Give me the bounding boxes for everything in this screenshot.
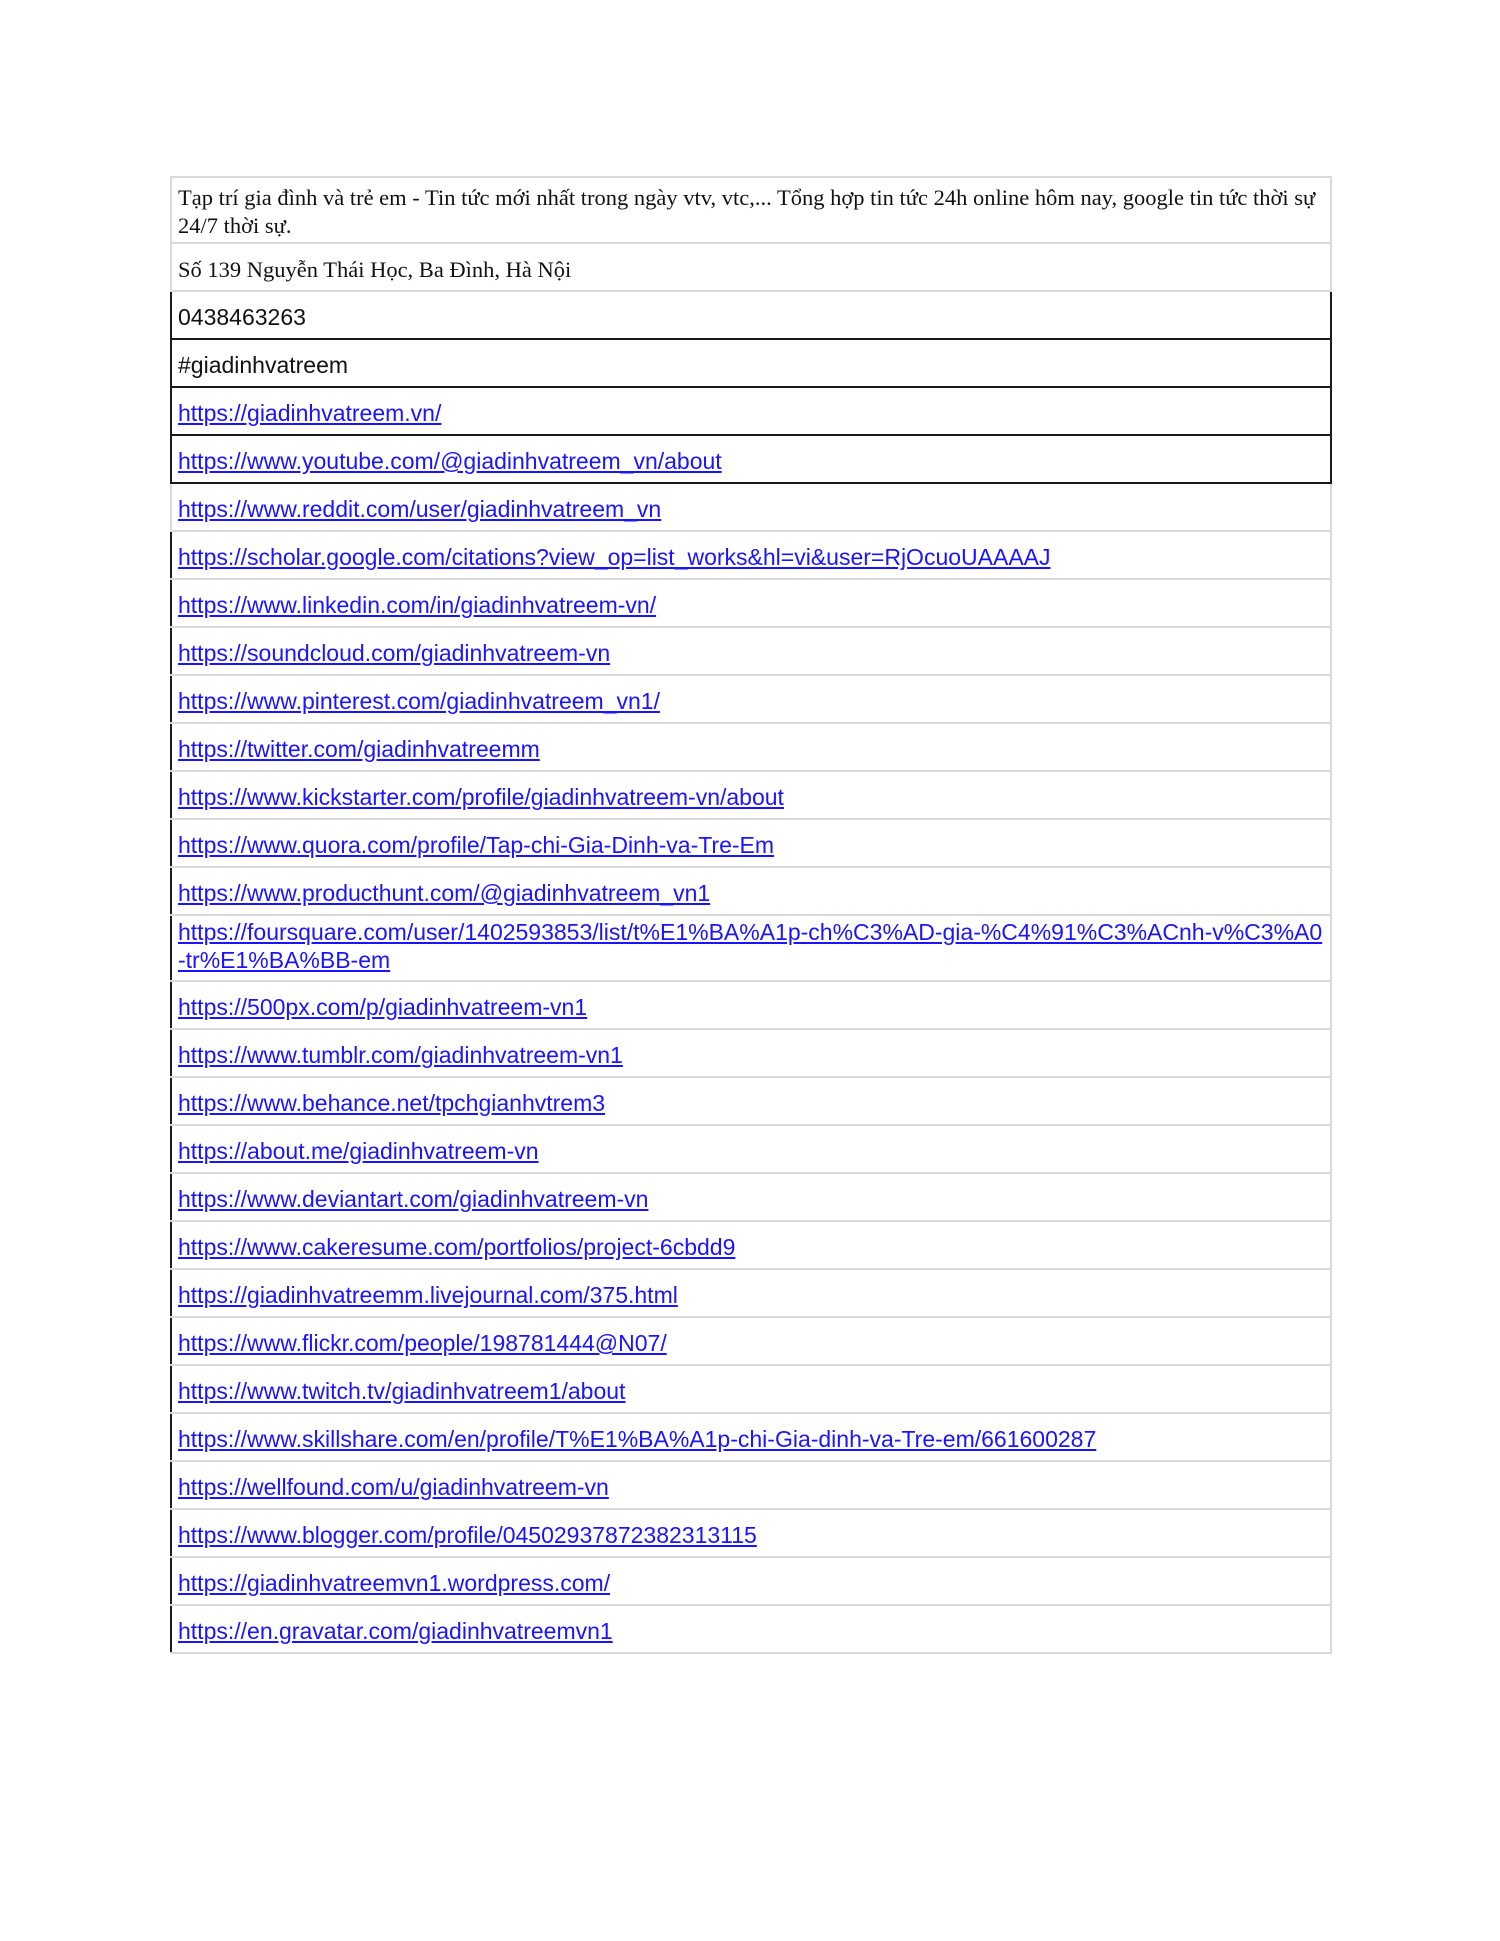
link-livejournal[interactable]: https://giadinhvatreemm.livejournal.com/375.html [178, 1282, 678, 1308]
table-row-phone [171, 291, 1331, 339]
link-cakeresume[interactable]: https://www.cakeresume.com/portfolios/project-6cbdd9 [178, 1234, 736, 1260]
hashtag-text: #giadinhvatreem [171, 339, 1331, 387]
address-text: Số 139 Nguyễn Thái Học, Ba Đình, Hà Nội [171, 243, 1331, 291]
table-row-link [171, 1269, 1331, 1317]
link-500px[interactable]: https://500px.com/p/giadinhvatreem-vn1 [178, 994, 588, 1020]
link-gravatar[interactable]: https://en.gravatar.com/giadinhvatreemvn1 [178, 1618, 613, 1644]
table-row-link [171, 531, 1331, 579]
table-row-description [171, 177, 1331, 243]
table-row-link [171, 1125, 1331, 1173]
table-row-link [171, 1029, 1331, 1077]
link-twitter[interactable]: https://twitter.com/giadinhvatreemm [178, 736, 540, 762]
table-row-link [171, 1317, 1331, 1365]
link-aboutme[interactable]: https://about.me/giadinhvatreem-vn [178, 1138, 539, 1164]
table-row-link [171, 387, 1331, 435]
info-table [170, 176, 1332, 1654]
table-row-link [171, 1413, 1331, 1461]
table-row-link [171, 1221, 1331, 1269]
link-wordpress[interactable]: https://giadinhvatreemvn1.wordpress.com/ [178, 1570, 611, 1596]
link-flickr[interactable]: https://www.flickr.com/people/198781444@N07/ [178, 1330, 667, 1356]
table-row-link [171, 435, 1331, 483]
link-youtube[interactable]: https://www.youtube.com/@giadinhvatreem_vn/about [178, 448, 722, 474]
link-kickstarter[interactable]: https://www.kickstarter.com/profile/giadinhvatreem-vn/about [178, 784, 784, 810]
table-row-link [171, 1173, 1331, 1221]
link-producthunt[interactable]: https://www.producthunt.com/@giadinhvatreem_vn1 [178, 880, 711, 906]
phone-text: 0438463263 [171, 291, 1331, 339]
link-foursquare[interactable]: https://foursquare.com/user/1402593853/list/t%E1%BA%A1p-ch%C3%AD-gia-%C4%91%C3%ACnh-v%C3%A0-tr%E1%BA%BB-em [178, 919, 1323, 973]
link-quora[interactable]: https://www.quora.com/profile/Tap-chi-Gia-Dinh-va-Tre-Em [178, 832, 775, 858]
table-row-link [171, 771, 1331, 819]
link-twitch[interactable]: https://www.twitch.tv/giadinhvatreem1/about [178, 1378, 626, 1404]
link-wellfound[interactable]: https://wellfound.com/u/giadinhvatreem-vn [178, 1474, 609, 1500]
link-skillshare[interactable]: https://www.skillshare.com/en/profile/T%E1%BA%A1p-chi-Gia-dinh-va-Tre-em/661600287 [178, 1426, 1097, 1452]
table-row-link [171, 627, 1331, 675]
table-row-address [171, 243, 1331, 291]
table-row-link [171, 723, 1331, 771]
link-blogger[interactable]: https://www.blogger.com/profile/04502937872382313115 [178, 1522, 757, 1548]
link-deviantart[interactable]: https://www.deviantart.com/giadinhvatreem-vn [178, 1186, 649, 1212]
table-row-link [171, 1509, 1331, 1557]
description-text: Tạp trí gia đình và trẻ em - Tin tức mới nhất trong ngày vtv, vtc,... Tổng hợp tin tức 24h online hôm nay, google tin tức thời sự 24/7 thời sự. [171, 177, 1331, 243]
table-row-link [171, 579, 1331, 627]
link-google-scholar[interactable]: https://scholar.google.com/citations?view_op=list_works&hl=vi&user=RjOcuoUAAAAJ [178, 544, 1051, 570]
link-pinterest[interactable]: https://www.pinterest.com/giadinhvatreem_vn1/ [178, 688, 660, 714]
link-reddit[interactable]: https://www.reddit.com/user/giadinhvatreem_vn [178, 496, 662, 522]
link-linkedin[interactable]: https://www.linkedin.com/in/giadinhvatreem-vn/ [178, 592, 657, 618]
table-row-link [171, 675, 1331, 723]
table-row-link [171, 981, 1331, 1029]
table-row-link [171, 1557, 1331, 1605]
link-website[interactable]: https://giadinhvatreem.vn/ [178, 400, 442, 426]
table-row-link [171, 915, 1331, 981]
table-row-link [171, 1365, 1331, 1413]
link-tumblr[interactable]: https://www.tumblr.com/giadinhvatreem-vn1 [178, 1042, 623, 1068]
link-behance[interactable]: https://www.behance.net/tpchgianhvtrem3 [178, 1090, 606, 1116]
table-row-link [171, 1605, 1331, 1653]
table-row-link [171, 1461, 1331, 1509]
link-soundcloud[interactable]: https://soundcloud.com/giadinhvatreem-vn [178, 640, 611, 666]
table-row-link [171, 867, 1331, 915]
table-row-link [171, 483, 1331, 531]
table-row-link [171, 1077, 1331, 1125]
table-row-link [171, 819, 1331, 867]
table-row-hashtag [171, 339, 1331, 387]
